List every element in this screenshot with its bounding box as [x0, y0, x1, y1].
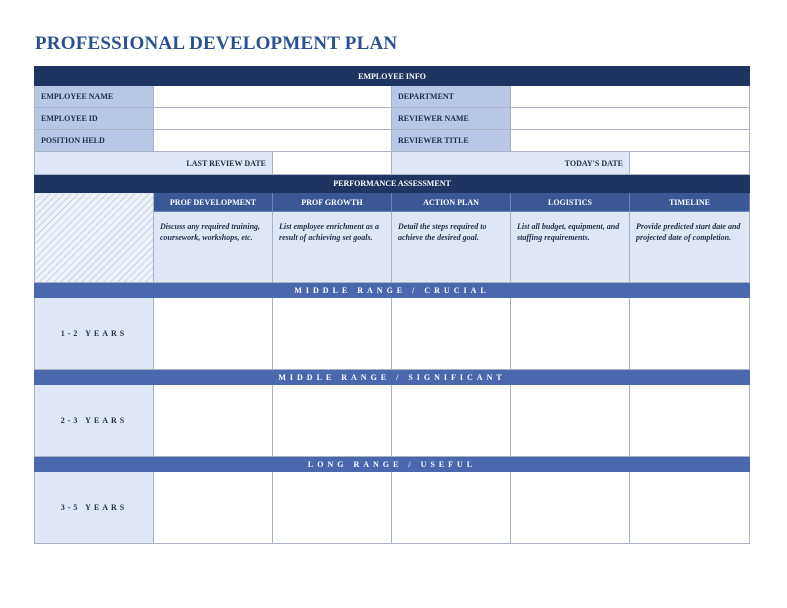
column-header-logistics: LOGISTICS: [511, 193, 630, 212]
period-label-3-5-years: 3-5 YEARS: [35, 472, 154, 544]
column-header-timeline: TIMELINE: [630, 193, 750, 212]
plan-cell[interactable]: [154, 298, 273, 370]
employee-info-header: EMPLOYEE INFO: [35, 67, 750, 86]
column-description-timeline: Provide predicted start date and projected date of completion.: [630, 212, 750, 283]
position-held-field[interactable]: [154, 130, 392, 152]
plan-cell[interactable]: [392, 385, 511, 457]
employee-id-field[interactable]: [154, 108, 392, 130]
plan-cell[interactable]: [511, 298, 630, 370]
last-review-date-label: LAST REVIEW DATE: [35, 152, 273, 175]
plan-cell[interactable]: [273, 298, 392, 370]
plan-cell[interactable]: [630, 385, 750, 457]
plan-cell[interactable]: [154, 385, 273, 457]
reviewer-name-label: REVIEWER NAME: [392, 108, 511, 130]
plan-cell[interactable]: [630, 298, 750, 370]
reviewer-title-label: REVIEWER TITLE: [392, 130, 511, 152]
plan-cell[interactable]: [273, 472, 392, 544]
column-header-action-plan: ACTION PLAN: [392, 193, 511, 212]
last-review-date-field[interactable]: [273, 152, 392, 175]
reviewer-name-field[interactable]: [511, 108, 750, 130]
plan-cell[interactable]: [154, 472, 273, 544]
column-description-prof-growth: List employee enrichment as a result of achieving set goals.: [273, 212, 392, 283]
todays-date-field[interactable]: [630, 152, 750, 175]
position-held-label: POSITION HELD: [35, 130, 154, 152]
plan-cell[interactable]: [273, 385, 392, 457]
column-header-prof-development: PROF DEVELOPMENT: [154, 193, 273, 212]
column-description-prof-development: Discuss any required training, coursework, workshops, etc.: [154, 212, 273, 283]
employee-name-label: EMPLOYEE NAME: [35, 86, 154, 108]
page-title: PROFESSIONAL DEVELOPMENT PLAN: [35, 33, 398, 54]
plan-cell[interactable]: [511, 472, 630, 544]
hatched-corner-cell: [35, 193, 154, 283]
department-field[interactable]: [511, 86, 750, 108]
plan-cell[interactable]: [630, 472, 750, 544]
column-description-action-plan: Detail the steps required to achieve the desired goal.: [392, 212, 511, 283]
performance-assessment-header: PERFORMANCE ASSESSMENT: [35, 175, 750, 193]
range-bar-useful: LONG RANGE / USEFUL: [35, 457, 750, 472]
period-label-2-3-years: 2-3 YEARS: [35, 385, 154, 457]
todays-date-label: TODAY'S DATE: [392, 152, 630, 175]
development-plan-table: [34, 66, 750, 544]
plan-cell[interactable]: [392, 472, 511, 544]
range-bar-significant: MIDDLE RANGE / SIGNIFICANT: [35, 370, 750, 385]
employee-id-label: EMPLOYEE ID: [35, 108, 154, 130]
reviewer-title-field[interactable]: [511, 130, 750, 152]
period-label-1-2-years: 1-2 YEARS: [35, 298, 154, 370]
department-label: DEPARTMENT: [392, 86, 511, 108]
plan-cell[interactable]: [511, 385, 630, 457]
employee-name-field[interactable]: [154, 86, 392, 108]
column-header-prof-growth: PROF GROWTH: [273, 193, 392, 212]
range-bar-crucial: MIDDLE RANGE / CRUCIAL: [35, 283, 750, 298]
column-description-logistics: List all budget, equipment, and staffing requirements.: [511, 212, 630, 283]
plan-cell[interactable]: [392, 298, 511, 370]
